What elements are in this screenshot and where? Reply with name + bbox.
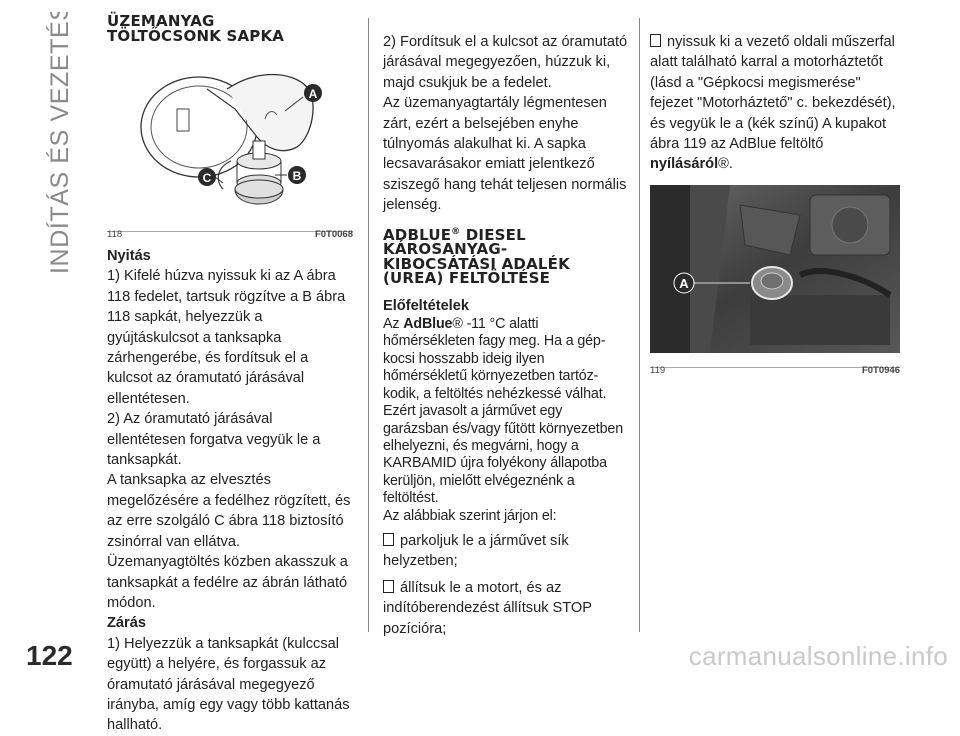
heading-line: KÁROSANYAG- [383, 240, 508, 259]
figure-code: F0T0068 [314, 229, 353, 241]
brand-name: AdBlue [403, 316, 453, 333]
paragraph: 1) Helyezzük a tanksapkát (kulccsal együtt) a helyére, és forgassuk az óramutató járásával megegyező irányba, amíg egy vagy több kattanás hallható. [107, 635, 350, 734]
column-divider [368, 18, 369, 632]
figure-caption [107, 223, 353, 239]
section-heading-adblue [383, 225, 631, 288]
subheading-close: Zárás [107, 615, 146, 632]
heading-line: (UREA) FELTÖLTÉSE [383, 269, 551, 288]
heading-line: DIESEL [460, 225, 526, 244]
callout-a: A [679, 275, 689, 291]
chapter-side-title [18, 12, 78, 282]
paragraph: A tanksapka az elvesztés megelőzésére a fedélhez rögzített, és az erre szolgáló C ábra 118 biztosító zsinórral van ellátva. Üzemanyagtöltés közben akasszuk a tanksapkát a fedélre az ábrán látható módon. [107, 472, 351, 611]
figure-code: F0T0946 [861, 365, 900, 377]
section-heading-fuel-cap [107, 14, 353, 43]
figure-caption [650, 359, 900, 375]
watermark: carmanualsonline.info [688, 641, 948, 671]
heading-line: TÖLTŐCSONK SAPKA [107, 26, 285, 45]
figure-number: 118 [107, 229, 123, 241]
chapter-title-text: INDÍTÁS ÉS VEZETÉS [46, 12, 74, 274]
figure-118 [107, 49, 353, 241]
column-2 [383, 32, 631, 639]
registered-mark: ® [451, 226, 461, 237]
callout-a: A [308, 87, 318, 101]
subheading-open: Nyitás [107, 248, 151, 264]
list-item: parkoljuk le a járművet sík helyzetben; [383, 532, 569, 570]
subheading-prerequisites: Előfeltételek [383, 297, 469, 314]
checkbox-marker-icon [650, 34, 661, 47]
page-number: 122 [26, 640, 73, 671]
callout-c: C [202, 171, 212, 185]
checkbox-marker-icon [383, 580, 394, 593]
column-divider [639, 18, 640, 632]
fuel-cap-illustration [107, 49, 353, 217]
paragraph: Az üzemanyagtartály légmentesen zárt, ezért a belsejében enyhe túlnyomás alakulhat ki. A sapka lecsavarásakor emiatt jelentkező sziszegő hang tehát teljesen normális jelenség. [383, 95, 627, 214]
list-item: állítsuk le a motort, és az indítóberendezést állítsuk STOP pozícióra; [383, 579, 592, 637]
figure-119 [650, 185, 900, 377]
heading-line: KIBOCSÁTÁSI ADALÉK [383, 254, 570, 273]
paragraph: 1) Kifelé húzva nyissuk ki az A ábra 118 fedelet, tartsuk rögzítve a B ábra 118 sapkát, helyezzük a gyújtáskulcsot a tanksapka zárhengerébe, és fordítsuk el a kulcsot az óramutató járásával ellentétesen. [107, 268, 346, 407]
column-1 [107, 14, 353, 736]
paragraph: Az alábbiak szerint járjon el: [383, 507, 557, 524]
heading-line: ADBLUE [383, 225, 452, 244]
paragraph: 2) Az óramutató járásával ellentétesen forgatva vegyük le a tanksapkát. [107, 411, 321, 469]
heading-line: ÜZEMANYAG [107, 12, 215, 30]
paragraph: 2) Fordítsuk el a kulcsot az óramutató járásával megegyezően, húzzuk ki, majd csukjuk be a fedelet. [383, 34, 628, 91]
column-3 [650, 32, 900, 377]
checkbox-marker-icon [383, 533, 394, 546]
callout-b: B [292, 169, 302, 183]
paragraph-prerequisites: Az AdBlue® -11 °C alatti hőmérsékleten fagy meg. Ha a gép-kocsi hosszabb ideig ilyen hőmérsékletű környezetben tartóz-kodik, a feltöltés nehézkessé válhat. Ezért javasolt a járművet egy garázsban és/vagy fűtött környezetben elhelyezni, és megvárni, hogy a KARBAMID újra folyékony állapotba kerüljön, mielőtt elvégeznénk a feltöltést. [383, 316, 624, 507]
figure-number: 119 [650, 365, 666, 377]
list-item: nyissuk ki a vezető oldali műszerfal alatt található karral a motorháztetőt (lásd a "Gépkocsi megismerése" fejezet "Motorháztető" c. bekezdését), és vegyük le a (kék színű) A kupakot ábra 119 az AdBlue feltöltő nyílásáról®. [650, 34, 896, 173]
engine-bay-photo [650, 185, 900, 353]
